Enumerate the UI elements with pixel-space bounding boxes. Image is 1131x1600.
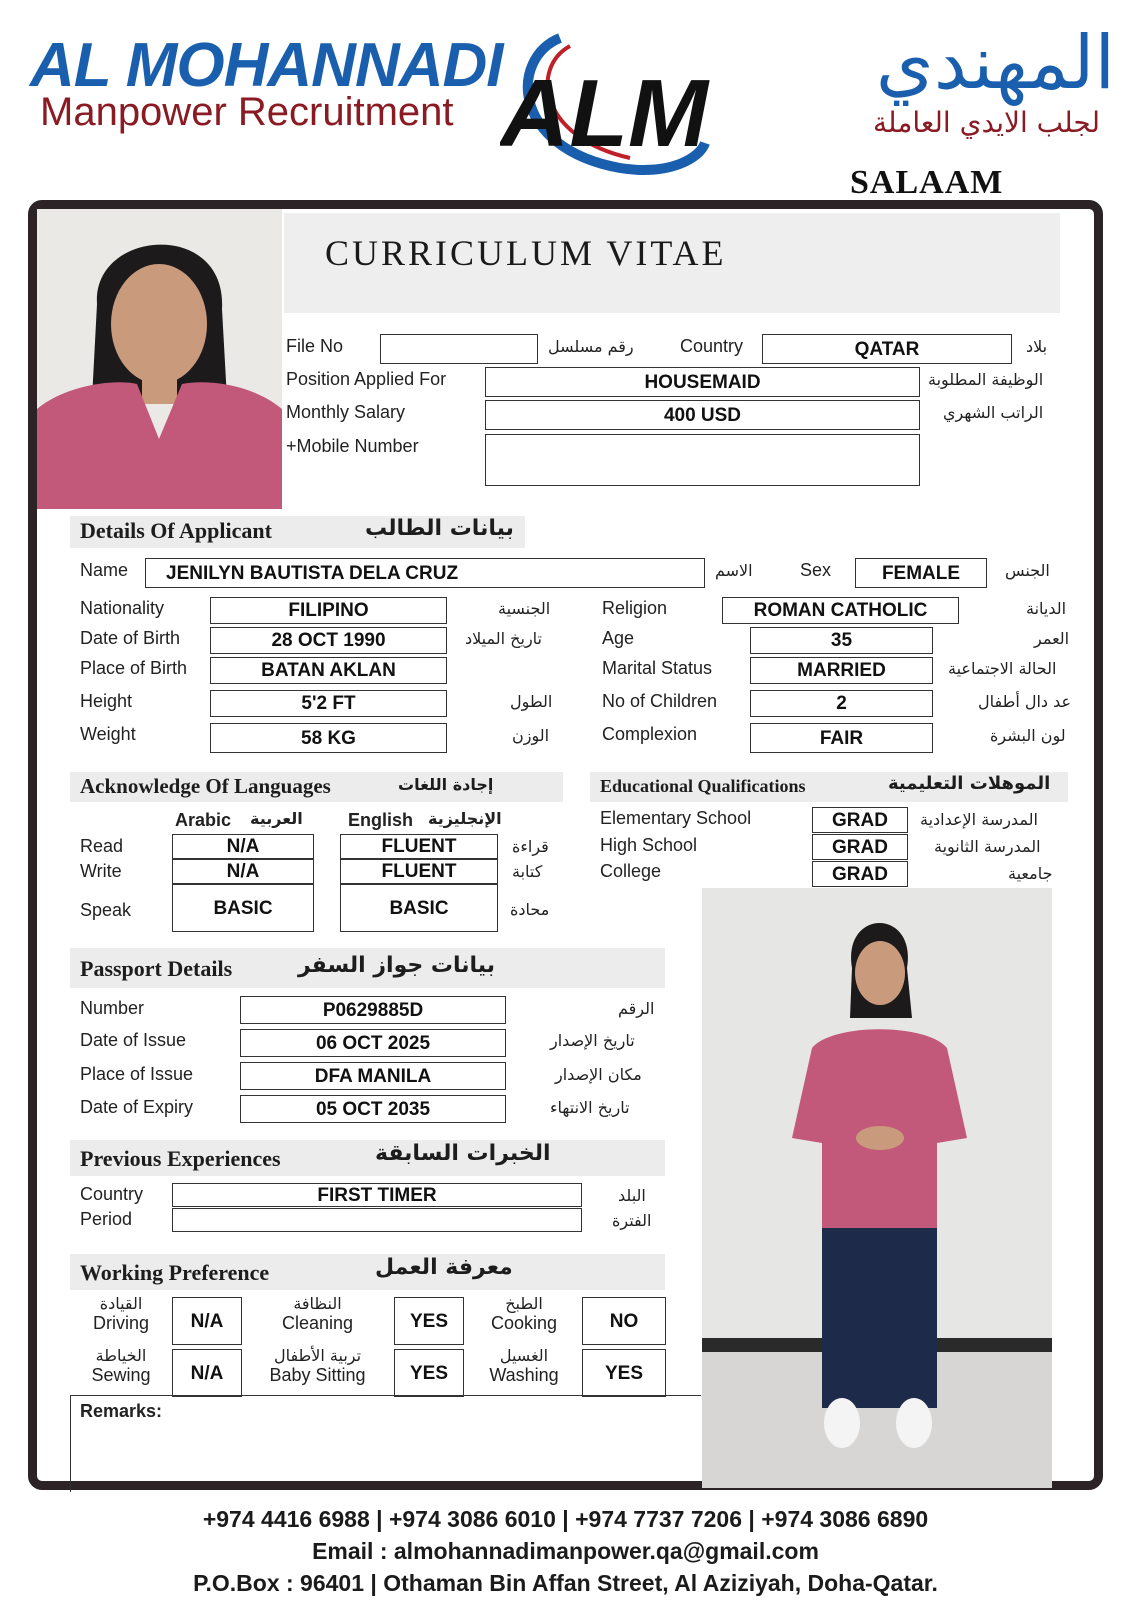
sex-label: Sex [800,560,832,580]
lang-write-arabic: N/A [172,859,314,884]
nationality-field: FILIPINO [210,597,447,624]
experience-country-field: FIRST TIMER [172,1183,582,1207]
marital-field: MARRIED [750,657,933,684]
languages-section-title-ar: إجادة اللغات [398,775,494,794]
country-field: QATAR [762,334,1012,364]
remarks-box [70,1395,701,1492]
applicant-section-title: Details Of Applicant [80,518,272,543]
brand-subtitle-arabic: لجلب الايدي العاملة [873,106,1100,139]
edu-elementary-label: Elementary School [600,808,752,828]
pref-cooking-label-en: Cooking [490,1313,558,1333]
children-label: No of Children [602,691,718,711]
pref-sewing-label [78,1346,164,1386]
children-label-ar: عد دال أطفال [978,692,1072,711]
pref-sewing-label-en: Sewing [91,1365,151,1385]
passport-issue-date-field: 06 OCT 2025 [240,1029,506,1057]
edu-elementary-label-ar: المدرسة الإعدادية [920,810,1038,829]
remarks-label: Remarks: [80,1401,163,1421]
nationality-label-ar: الجنسية [498,599,551,618]
passport-issue-date-label: Date of Issue [80,1030,187,1050]
lang-read-label-ar: قراءة [512,837,549,856]
sex-label-ar: الجنس [1005,561,1050,580]
mobile-label: +Mobile Number [286,436,419,456]
lang-read-english: FLUENT [340,834,498,859]
file-no-label: File No [286,336,344,356]
experience-period-field [172,1208,582,1232]
footer-address: P.O.Box : 96401 | Othaman Bin Affan Street, Al Aziziyah, Doha-Qatar. [193,1570,938,1596]
age-label: Age [602,628,635,648]
pob-label: Place of Birth [80,658,188,678]
passport-expiry-label: Date of Expiry [80,1097,194,1117]
brand-subtitle: Manpower Recruitment [40,90,454,134]
position-field: HOUSEMAID [485,367,920,397]
weight-field: 58 KG [210,723,447,753]
pref-sewing-field: N/A [172,1349,242,1397]
salary-field: 400 USD [485,400,920,430]
passport-section-title: Passport Details [80,956,233,981]
passport-section-title-ar: بيانات جواز السفر [298,953,496,978]
marital-label-ar: الحالة الاجتماعية [948,659,1057,678]
pob-field: BATAN AKLAN [210,657,447,684]
height-label: Height [80,691,133,711]
nationality-label: Nationality [80,598,165,618]
education-section-title-ar: الموهلات التعليمية [888,773,1051,794]
passport-issue-date-label-ar: تاريخ الإصدار [550,1031,635,1050]
weight-label-ar: الوزن [512,726,550,745]
footer-email: Email : almohannadimanpower.qa@gmail.com [312,1538,819,1564]
pref-washing-label-en: Washing [489,1365,559,1385]
file-no-field [380,334,538,364]
pref-driving-label-en: Driving [92,1313,149,1333]
complexion-label-ar: لون البشرة [990,726,1066,745]
edu-college-label-ar: جامعية [1008,864,1053,883]
salary-label: Monthly Salary [286,402,406,422]
experience-country-label-ar: البلد [618,1186,646,1205]
name-label-ar: الاسم [715,561,753,580]
edu-elementary-field: GRAD [812,807,908,833]
applicant-fullbody-photo [702,888,1052,1488]
marital-label: Marital Status [602,658,713,678]
pref-driving-label-ar: القيادة [99,1294,143,1313]
pref-washing-label-ar: الغسيل [499,1346,549,1365]
religion-label-ar: الديانة [1026,599,1067,618]
pref-cooking-label-ar: الطبخ [505,1294,543,1313]
pref-babysitting-label-en: Baby Sitting [269,1365,366,1385]
lang-col-arabic-ar: العربية [250,809,303,828]
brand-name-arabic: المهندي [875,20,1115,106]
experience-country-label: Country [80,1184,144,1204]
dob-field: 28 OCT 1990 [210,627,447,654]
pref-cooking-field: NO [582,1297,666,1345]
lang-col-arabic: Arabic [175,810,232,830]
pref-babysitting-field: YES [394,1349,464,1397]
position-label-ar: الوظيفة المطلوبة [928,370,1044,389]
passport-issue-place-field: DFA MANILA [240,1062,506,1090]
passport-issue-place-label-ar: مكان الإصدار [555,1065,642,1084]
file-no-label-ar: رقم مسلسل [548,337,634,356]
lang-col-english-ar: الإنجليزية [428,809,502,828]
preference-section-title: Working Preference [80,1260,270,1285]
pref-babysitting-label [255,1346,380,1386]
passport-expiry-label-ar: تاريخ الانتهاء [550,1098,630,1117]
lang-write-label: Write [80,861,122,881]
lang-write-english: FLUENT [340,859,498,884]
pref-cleaning-field: YES [394,1297,464,1345]
lang-speak-english: BASIC [340,884,498,932]
pref-babysitting-label-ar: تربية الأطفال [273,1346,362,1365]
passport-issue-place-label: Place of Issue [80,1064,194,1084]
languages-section-title: Acknowledge Of Languages [80,774,331,798]
complexion-field: FAIR [750,723,933,753]
education-section-title: Educational Qualifications [600,776,806,796]
height-field: 5'2 FT [210,690,447,717]
alm-logo [500,18,730,178]
sex-field: FEMALE [855,558,987,588]
passport-number-field: P0629885D [240,996,506,1024]
dob-label-ar: تاريخ الميلاد [465,629,542,648]
lang-col-english: English [348,810,414,830]
pref-washing-label [478,1346,570,1386]
lang-read-label: Read [80,836,124,856]
applicant-section-title-ar: بيانات الطالب [365,516,514,541]
age-label-ar: العمر [1034,629,1070,648]
country-label: Country [680,336,744,356]
experience-section-title: Previous Experiences [80,1146,281,1171]
lang-speak-label: Speak [80,900,132,920]
name-label: Name [80,560,129,580]
passport-number-label-ar: الرقم [618,999,655,1018]
position-label: Position Applied For [286,369,447,389]
brand-name-english: AL MOHANNADI [30,31,503,100]
edu-highschool-label-ar: المدرسة الثانوية [934,837,1041,856]
pref-cooking-label [478,1294,570,1334]
mobile-field [485,434,920,486]
lang-read-arabic: N/A [172,834,314,859]
cv-title: CURRICULUM VITAE [325,233,727,273]
passport-expiry-field: 05 OCT 2035 [240,1095,506,1123]
edu-college-field: GRAD [812,861,908,887]
edu-highschool-label: High School [600,835,698,855]
name-field: JENILYN BAUTISTA DELA CRUZ [145,558,705,588]
applicant-headshot-photo [37,209,282,509]
children-field: 2 [750,690,933,717]
complexion-label: Complexion [602,724,698,744]
weight-label: Weight [80,724,136,744]
edu-college-label: College [600,861,662,881]
religion-field: ROMAN CATHOLIC [722,597,959,624]
preference-section-title-ar: معرفة العمل [375,1255,513,1280]
agent-name: SALAAM [850,164,1004,201]
logo-text: ALM [500,60,708,167]
experience-period-label-ar: الفترة [612,1211,652,1230]
lang-speak-label-ar: محادة [510,900,550,919]
pref-cleaning-label-ar: النظافة [293,1294,342,1313]
salary-label-ar: الراتب الشهري [943,403,1044,422]
height-label-ar: الطول [510,692,553,711]
passport-number-label: Number [80,998,145,1018]
footer-phones: +974 4416 6988 | +974 3086 6010 | +974 7737 7206 | +974 3086 6890 [202,1506,929,1532]
dob-label: Date of Birth [80,628,181,648]
experience-section-title-ar: الخبرات السابقة [375,1141,551,1166]
pref-washing-field: YES [582,1349,666,1397]
country-label-ar: بلاد [1026,337,1048,356]
pref-sewing-label-ar: الخياطة [95,1346,147,1365]
lang-speak-arabic: BASIC [172,884,314,932]
religion-label: Religion [602,598,668,618]
age-field: 35 [750,627,933,654]
pref-driving-label [78,1294,164,1334]
lang-write-label-ar: كتابة [512,862,543,881]
experience-period-label: Period [80,1209,133,1229]
pref-cleaning-label-en: Cleaning [281,1313,354,1333]
pref-driving-field: N/A [172,1297,242,1345]
pref-cleaning-label [255,1294,380,1334]
edu-highschool-field: GRAD [812,834,908,860]
